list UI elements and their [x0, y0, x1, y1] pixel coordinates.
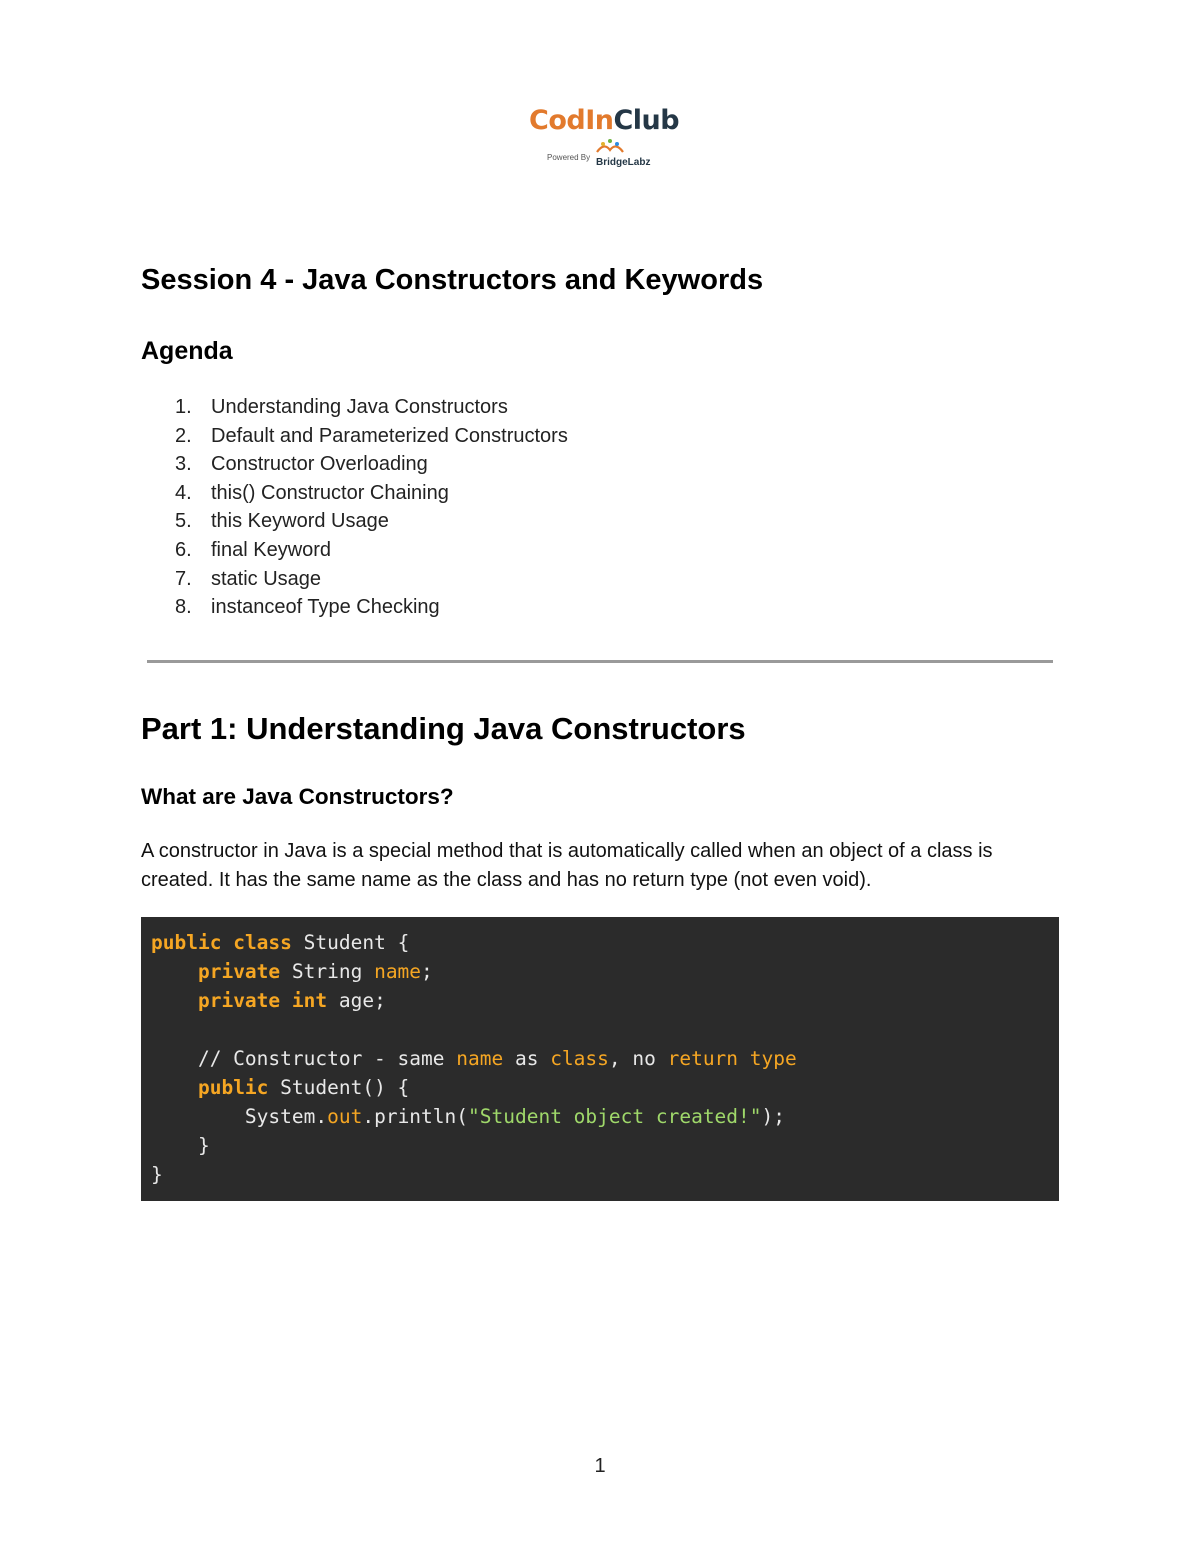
code-text [738, 1047, 750, 1070]
code-identifier: name [374, 960, 422, 983]
code-identifier: type [749, 1047, 797, 1070]
part1-subheading: What are Java Constructors? [141, 784, 454, 809]
code-text [151, 1076, 198, 1099]
agenda-item-text: Constructor Overloading [211, 453, 428, 476]
code-text: } [151, 1134, 210, 1157]
agenda-item-number: 4. [175, 481, 192, 504]
code-text: ; [421, 960, 433, 983]
logo-powered-by: Powered By [547, 153, 591, 162]
logo-wordmark [529, 105, 679, 137]
page-number: 1 [594, 1455, 606, 1477]
logo-wordmark-club: Club [613, 105, 680, 136]
page-title: Session 4 - Java Constructors and Keywords [141, 264, 764, 296]
code-line [151, 1044, 1059, 1073]
agenda-heading: Agenda [141, 337, 233, 365]
code-identifier: out [327, 1105, 363, 1128]
agenda-item-number: 1. [175, 396, 192, 418]
agenda-item-text: this Keyword Usage [211, 510, 389, 533]
code-text [280, 989, 292, 1012]
code-line [151, 986, 1059, 1015]
code-line [151, 928, 1059, 957]
bridgelabz-icon [594, 138, 626, 158]
code-text: .println( [362, 1105, 469, 1128]
agenda-item-text: Default and Parameterized Constructors [211, 424, 568, 447]
agenda-item-text: instanceof Type Checking [211, 596, 440, 619]
code-text: System. [151, 1105, 328, 1128]
code-text: age; [327, 989, 386, 1012]
code-keyword: class [233, 931, 292, 954]
code-line [151, 957, 1059, 986]
agenda-item-number: 8. [175, 596, 192, 619]
agenda-item-number: 6. [175, 538, 192, 561]
agenda-item-number: 5. [175, 510, 192, 533]
code-text [151, 989, 198, 1012]
code-text: as [503, 1047, 551, 1070]
agenda-item-text: static Usage [211, 567, 322, 590]
code-line [151, 1131, 1059, 1160]
code-line [151, 1160, 1059, 1189]
part1-paragraph: A constructor in Java is a special method that is automatically called when an object of a class is created. It has the same name as the class and has no return type (not even void). [141, 840, 993, 891]
codinclub-logo [0, 105, 1200, 175]
logo-wordmark-codin: CodIn [529, 105, 614, 136]
code-identifier: class [550, 1047, 609, 1070]
logo-bridgelabz: BridgeLabz [596, 157, 651, 168]
agenda-item-text: final Keyword [211, 538, 332, 561]
code-line [151, 1015, 1059, 1044]
code-text [221, 931, 233, 954]
code-line [151, 1073, 1059, 1102]
code-line [151, 1102, 1059, 1131]
agenda-item-text: this() Constructor Chaining [211, 481, 449, 504]
code-text: ); [761, 1105, 785, 1128]
code-identifier: name [456, 1047, 504, 1070]
code-text: , no [608, 1047, 668, 1070]
code-text: String [280, 960, 375, 983]
code-text: } [151, 1163, 163, 1186]
code-keyword: public [197, 1076, 269, 1099]
agenda-item-number: 7. [175, 567, 192, 590]
code-text: // Constructor - same [151, 1047, 457, 1070]
code-text: Student { [291, 931, 410, 954]
code-string: "Student object created!" [468, 1105, 762, 1128]
code-keyword: int [291, 989, 328, 1012]
code-keyword: private [197, 960, 281, 983]
code-block [141, 917, 1059, 1201]
agenda-item-number: 2. [175, 424, 192, 447]
section-divider [147, 660, 1053, 663]
agenda-item-number: 3. [175, 453, 192, 476]
code-identifier: return [667, 1047, 739, 1070]
code-text: Student() { [268, 1076, 410, 1099]
agenda-item-text: Understanding Java Constructors [211, 396, 508, 418]
part1-heading: Part 1: Understanding Java Constructors [141, 711, 746, 746]
code-keyword: private [197, 989, 281, 1012]
code-keyword: public [151, 931, 222, 954]
code-text [151, 960, 198, 983]
